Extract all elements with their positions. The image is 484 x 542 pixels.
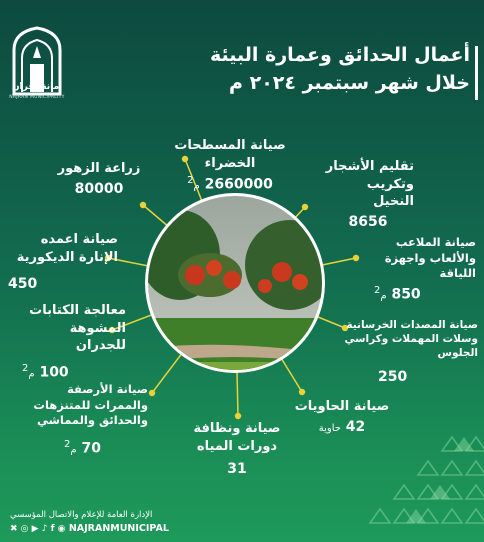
item-tree-pruning	[322, 158, 414, 230]
item-value: 31	[227, 461, 247, 478]
item-restrooms	[176, 420, 298, 477]
title-line-2: خلال شهر سبتمبر ٢٠٢٤ م	[229, 71, 470, 94]
footer-handle-text: NAJRANMUNICIPAL	[68, 523, 169, 534]
footer-org: الإدارة العامة للإعلام والاتصال المؤسسي	[10, 510, 153, 520]
item-flowers	[44, 160, 154, 197]
item-playgrounds	[348, 235, 476, 302]
item-value: 100 م$^2$	[22, 362, 69, 381]
social-icons: ✖ ◎ ▶ ♪ f ◉	[10, 524, 66, 534]
item-value: 80000	[74, 180, 124, 197]
item-label: صيانة ونظافة دورات المياه	[193, 421, 281, 454]
item-value: 8656	[348, 213, 388, 230]
item-graffiti	[22, 302, 126, 380]
item-label: صيانة الأرصفة والممرات للمتنزهات والحدائق والمماشي	[33, 382, 148, 428]
footer	[10, 510, 169, 534]
logo-subtext: NAJRAN MUNICIPALITY	[9, 95, 65, 100]
item-label: صيانة اعمده الإنارة الديكورية	[16, 232, 118, 265]
triangle-pattern	[314, 427, 484, 542]
footer-handle[interactable]	[10, 523, 169, 534]
item-value: 42 حاوية	[318, 418, 366, 435]
item-value: 250	[378, 368, 408, 385]
item-label: تقليم الأشجار وتكريب النخيل	[325, 159, 414, 210]
item-green-areas	[150, 137, 310, 193]
item-value: 450	[8, 276, 38, 293]
item-label: معالجة الكتابات المشوهة للجدران	[29, 303, 126, 354]
item-barriers	[330, 318, 478, 385]
item-label: صيانة المصدات الخرسانية وسلات المهملات وكراسي الجلوس	[344, 319, 478, 360]
park-photo	[140, 190, 335, 388]
item-value: 2660000 م$^2$	[187, 175, 273, 193]
item-label: صيانة المسطحات الخضراء	[174, 138, 286, 171]
title-line-1: أعمال الحدائق وعمارة البيئة	[209, 44, 470, 66]
item-value: 850 م$^2$	[374, 284, 421, 303]
item-lighting-poles	[8, 231, 118, 292]
item-label: صيانة الملاعب والألعاب واجهزة اللياقة	[384, 235, 476, 281]
item-label: زراعة الزهور	[57, 161, 141, 176]
item-value: 70 م$^2$	[64, 438, 101, 457]
item-sidewalks	[10, 382, 148, 456]
item-label: صيانة الحاويات	[294, 399, 390, 414]
logo-text: أمانة نجران	[11, 82, 63, 92]
